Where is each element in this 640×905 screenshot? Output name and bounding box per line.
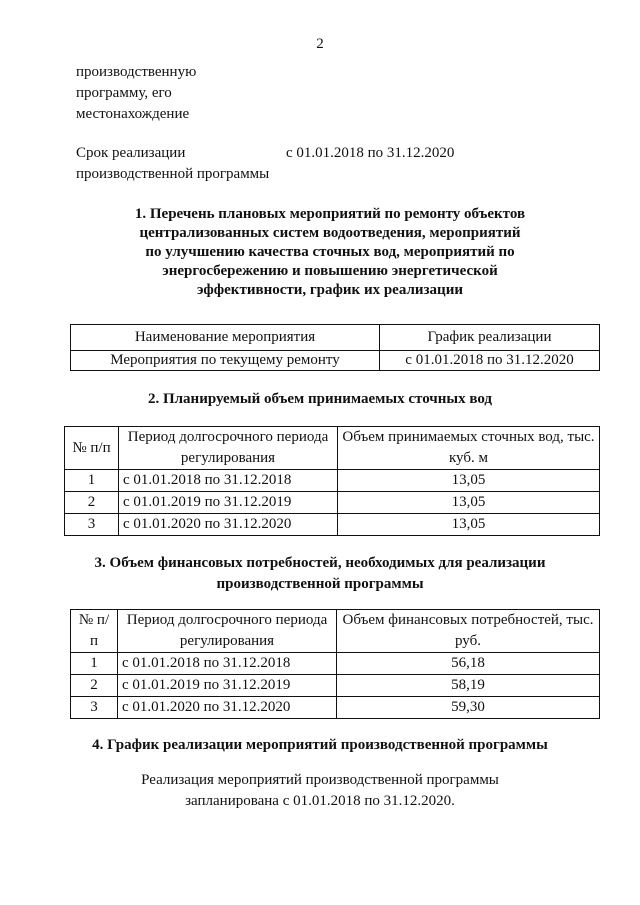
- table-cell: 2: [71, 675, 118, 697]
- section1-title-line: централизованных систем водоотведения, мероприятий: [139, 225, 521, 241]
- section4-text-line: запланирована с 01.01.2018 по 31.12.2020.: [185, 793, 455, 809]
- table-cell: 56,18: [337, 653, 600, 675]
- section2-title-line: 2. Планируемый объем принимаемых сточных вод: [147, 391, 493, 407]
- address-line-2: программу, его: [76, 85, 172, 101]
- section4-title: [0, 736, 640, 755]
- table-cell: 58,19: [337, 675, 600, 697]
- section3-title: [0, 553, 640, 595]
- table-row: [65, 470, 600, 492]
- table-row: [71, 653, 600, 675]
- table-header-cell: Период долгосрочного периода регулирования: [119, 427, 338, 470]
- table-header-cell: Объем финансовых потребностей, тыс. руб.: [337, 610, 600, 653]
- section4-text-line: Реализация мероприятий производственной программы: [141, 772, 499, 788]
- section1-title: [60, 205, 600, 300]
- table-header-cell: Наименование мероприятия: [71, 325, 380, 351]
- table-row: [65, 514, 600, 536]
- table-cell: с 01.01.2020 по 31.12.2020: [119, 514, 338, 536]
- table-cell: 13,05: [338, 470, 600, 492]
- section1-title-line: эффективности, график их реализации: [197, 282, 463, 298]
- table-cell: Мероприятия по текущему ремонту: [71, 351, 380, 371]
- section4-text: [0, 770, 640, 812]
- table-cell: с 01.01.2020 по 31.12.2020: [118, 697, 337, 719]
- table-header-row: [71, 325, 600, 351]
- wastewater-volume-table: [64, 426, 600, 536]
- section4-title-line: 4. График реализации мероприятий производственной программы: [92, 737, 548, 753]
- measures-table: [70, 324, 600, 371]
- table-header-cell: Объем принимаемых сточных вод, тыс. куб. м: [338, 427, 600, 470]
- table-cell: с 01.01.2018 по 31.12.2020: [380, 351, 600, 371]
- table-row: [65, 492, 600, 514]
- address-line-3: местонахождение: [76, 106, 190, 122]
- table-cell: 1: [65, 470, 119, 492]
- table-cell: 1: [71, 653, 118, 675]
- term-label-line-2: производственной программы: [76, 166, 270, 182]
- table-cell: с 01.01.2018 по 31.12.2018: [119, 470, 338, 492]
- address-line-1: производственную: [76, 64, 197, 80]
- table-cell: с 01.01.2019 по 31.12.2019: [118, 675, 337, 697]
- table-header-cell: График реализации: [380, 325, 600, 351]
- table-row: [71, 351, 600, 371]
- table-header-cell: № п/п: [71, 610, 118, 653]
- table-header-cell: Период долгосрочного периода регулирования: [118, 610, 337, 653]
- table-cell: 13,05: [338, 514, 600, 536]
- section1-title-line: энергосбережению и повышению энергетической: [162, 263, 498, 279]
- table-cell: 59,30: [337, 697, 600, 719]
- table-cell: 2: [65, 492, 119, 514]
- table-cell: 3: [71, 697, 118, 719]
- table-header-row: [65, 427, 600, 470]
- table-cell: с 01.01.2019 по 31.12.2019: [119, 492, 338, 514]
- table-cell: 3: [65, 514, 119, 536]
- section1-title-line: 1. Перечень плановых мероприятий по ремонту объектов: [134, 206, 526, 222]
- table-header-cell: № п/п: [65, 427, 119, 470]
- table-cell: 13,05: [338, 492, 600, 514]
- table-header-row: [71, 610, 600, 653]
- term-value: с 01.01.2018 по 31.12.2020: [286, 145, 455, 161]
- page-number: 2: [316, 36, 324, 52]
- section1-title-line: по улучшению качества сточных вод, мероприятий по: [145, 244, 515, 260]
- section3-title-line: 3. Объем финансовых потребностей, необходимых для реализации: [94, 555, 546, 571]
- section3-title-line: производственной программы: [216, 576, 424, 592]
- table-cell: с 01.01.2018 по 31.12.2018: [118, 653, 337, 675]
- table-row: [71, 675, 600, 697]
- table-row: [71, 697, 600, 719]
- term-label-line-1: Срок реализации: [76, 145, 186, 161]
- section2-title: [0, 390, 640, 409]
- financial-needs-table: [70, 609, 600, 719]
